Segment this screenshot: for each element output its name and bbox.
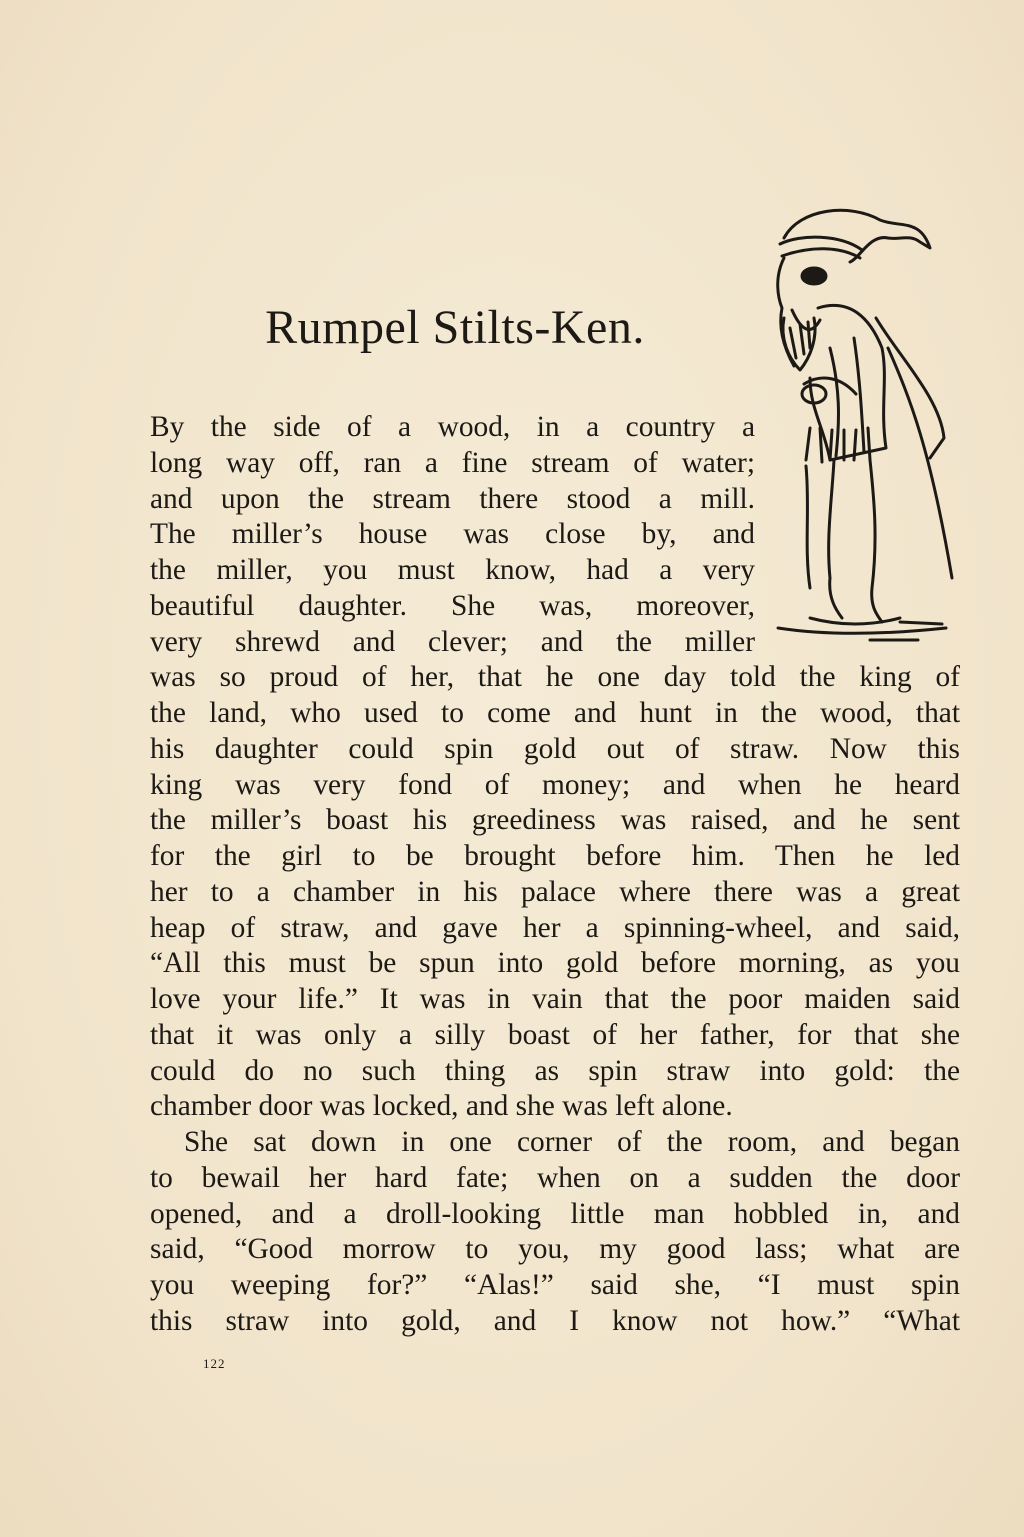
text-line: was so proud of her, that he one day told the king of bbox=[150, 661, 960, 694]
text-line: could do no such thing as spin straw into gold: the bbox=[150, 1054, 960, 1087]
text-line: opened, and a droll-looking little man hobbled in, and bbox=[150, 1197, 960, 1230]
text-line: By the side of a wood, in a country a bbox=[150, 411, 755, 443]
text-line: to bewail her hard fate; when on a sudden the door bbox=[150, 1161, 960, 1194]
text-line: She sat down in one corner of the room, and began bbox=[184, 1126, 960, 1158]
text-line: The miller’s house was close by, and bbox=[150, 518, 755, 551]
text-line: and upon the stream there stood a mill. bbox=[150, 482, 755, 515]
text-line: love your life.” It was in vain that the poor maiden said bbox=[150, 983, 960, 1015]
text-line: the miller’s boast his greediness was raised, and he sent bbox=[150, 804, 960, 837]
text-line: king was very fond of money; and when he heard bbox=[150, 768, 960, 801]
text-line: the land, who used to come and hunt in the wood, that bbox=[150, 697, 960, 729]
page-number: 122 bbox=[203, 1356, 226, 1371]
text-line: you weeping for?” “Alas!” said she, “I must spin bbox=[150, 1269, 960, 1301]
text-line: for the girl to be brought before him. Then he led bbox=[150, 840, 960, 872]
text-line: very shrewd and clever; and the miller bbox=[150, 625, 755, 658]
story-title: Rumpel Stilts-Ken. bbox=[265, 301, 645, 354]
text-line: the miller, you must know, had a very bbox=[150, 554, 755, 586]
text-line: that it was only a silly boast of her father, for that she bbox=[150, 1018, 960, 1051]
text-line: chamber door was locked, and she was left alone. bbox=[150, 1090, 733, 1123]
story-text bbox=[150, 410, 960, 1340]
text-line: “All this must be spun into gold before morning, as you bbox=[150, 947, 960, 980]
text-line: his daughter could spin gold out of straw. Now this bbox=[150, 732, 960, 765]
text-line: this straw into gold, and I know not how.” “What bbox=[150, 1304, 960, 1337]
text-line: heap of straw, and gave her a spinning-wheel, and said, bbox=[150, 911, 960, 944]
text-line: her to a chamber in his palace where there was a great bbox=[150, 875, 960, 908]
text-line: beautiful daughter. She was, moreover, bbox=[150, 589, 755, 622]
text-line: said, “Good morrow to you, my good lass; what are bbox=[150, 1233, 960, 1266]
text-line: long way off, ran a fine stream of water; bbox=[150, 446, 755, 479]
